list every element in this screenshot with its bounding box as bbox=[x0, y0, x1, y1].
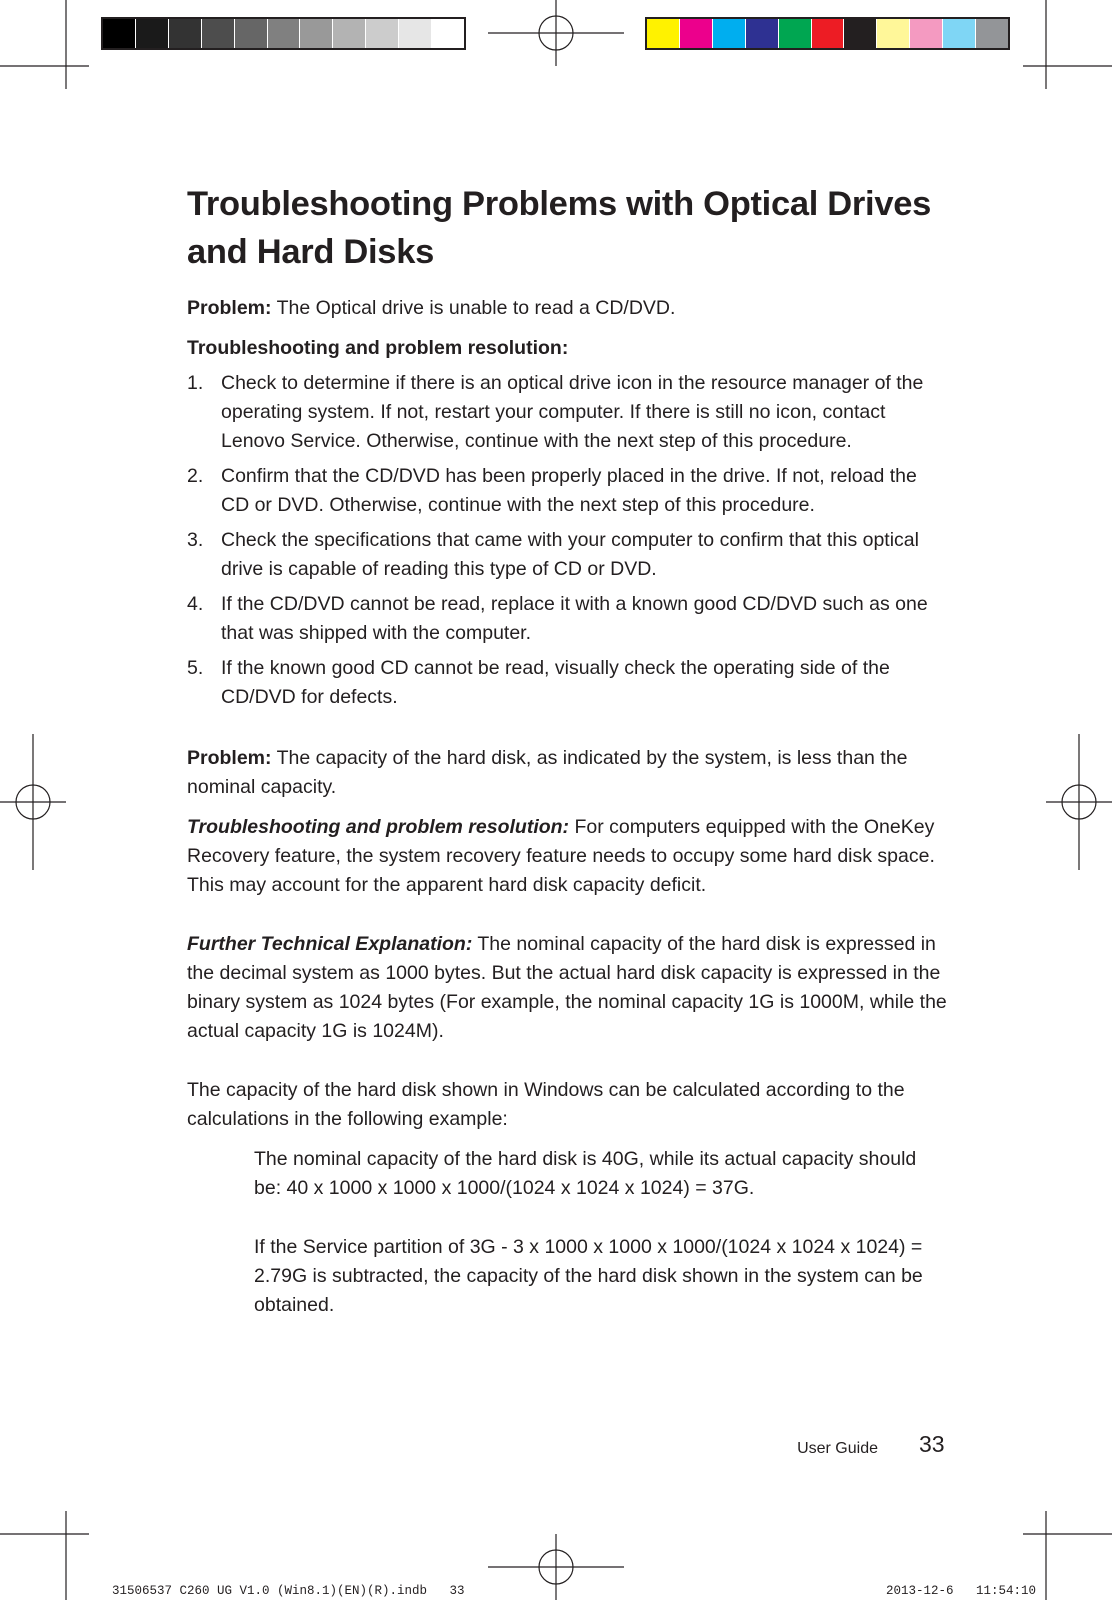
gray-swatch bbox=[399, 19, 432, 48]
calculation-example-1: The nominal capacity of the hard disk is 40G, while its actual capacity should be: 40 x 1000 x 1000 x 1000/(1024 x 1024 x 1024) = 37G. bbox=[254, 1148, 917, 1199]
crop-mark-top-left bbox=[0, 0, 90, 90]
color-swatch bbox=[844, 19, 877, 48]
resolution-2 bbox=[187, 813, 947, 900]
resolution-2-label: Troubleshooting and problem resolution: bbox=[187, 816, 570, 838]
list-item bbox=[187, 654, 947, 712]
list-item-number: 1. bbox=[187, 372, 204, 394]
problem-1 bbox=[187, 294, 947, 323]
further-explanation-text: The nominal capacity of the hard disk is expressed in the decimal system as 1000 bytes. But the actual hard disk capacity is expressed in the binary system as 1024 bytes (For example, the nominal capacity 1G is 1000M, while the actual capacity 1G is 1024M). bbox=[187, 933, 947, 1042]
crop-mark-bottom-left bbox=[0, 1510, 90, 1600]
page-title: Troubleshooting Problems with Optical Drives and Hard Disks bbox=[187, 185, 931, 271]
slug-timestamp: 2013-12-6 11:54:10 bbox=[886, 1584, 1037, 1598]
color-bar bbox=[645, 17, 1010, 50]
list-item bbox=[187, 590, 947, 648]
slug-file-info: 31506537 C260 UG V1.0 (Win8.1)(EN)(R).indb 33 bbox=[112, 1584, 465, 1598]
registration-mark-left bbox=[0, 734, 66, 870]
list-item-text: Confirm that the CD/DVD has been properly placed in the drive. If not, reload the CD or DVD. Otherwise, continue with the next step of this procedure. bbox=[221, 465, 917, 516]
gray-swatch bbox=[136, 19, 169, 48]
list-item bbox=[187, 369, 947, 456]
list-item-number: 3. bbox=[187, 529, 204, 551]
registration-mark-bottom bbox=[488, 1534, 624, 1600]
color-swatch bbox=[713, 19, 746, 48]
list-item-number: 5. bbox=[187, 657, 204, 679]
gray-swatch bbox=[268, 19, 301, 48]
list-item-text: If the CD/DVD cannot be read, replace it with a known good CD/DVD such as one that was shipped with the computer. bbox=[221, 593, 928, 644]
resolution-2-text: For computers equipped with the OneKey Recovery feature, the system recovery feature needs to occupy some hard disk space. This may account for the apparent hard disk capacity deficit. bbox=[187, 816, 935, 896]
crop-mark-top-right bbox=[1022, 0, 1112, 90]
grayscale-bar bbox=[101, 17, 466, 50]
color-swatch bbox=[943, 19, 976, 48]
gray-swatch bbox=[333, 19, 366, 48]
gray-swatch bbox=[300, 19, 333, 48]
color-swatch bbox=[680, 19, 713, 48]
resolution-heading: Troubleshooting and problem resolution: bbox=[187, 337, 569, 359]
list-item bbox=[187, 526, 947, 584]
further-explanation bbox=[187, 930, 947, 1046]
gray-swatch bbox=[235, 19, 268, 48]
footer-label: User Guide bbox=[797, 1440, 878, 1457]
color-swatch bbox=[877, 19, 910, 48]
resolution-steps bbox=[187, 369, 947, 712]
color-swatch bbox=[746, 19, 779, 48]
further-explanation-label: Further Technical Explanation: bbox=[187, 933, 473, 955]
problem-1-label: Problem: bbox=[187, 297, 272, 319]
gray-swatch bbox=[103, 19, 136, 48]
list-item-number: 4. bbox=[187, 593, 204, 615]
gray-swatch bbox=[432, 19, 464, 48]
gray-swatch bbox=[366, 19, 399, 48]
page-content bbox=[187, 180, 947, 1320]
gray-swatch bbox=[169, 19, 202, 48]
calculation-intro: The capacity of the hard disk shown in Windows can be calculated according to the calculations in the following example: bbox=[187, 1079, 905, 1130]
list-item bbox=[187, 462, 947, 520]
color-swatch bbox=[976, 19, 1008, 48]
color-swatch bbox=[812, 19, 845, 48]
list-item-text: Check the specifications that came with your computer to confirm that this optical drive is capable of reading this type of CD or DVD. bbox=[221, 529, 919, 580]
problem-2-text: The capacity of the hard disk, as indicated by the system, is less than the nominal capacity. bbox=[187, 747, 908, 798]
color-swatch bbox=[910, 19, 943, 48]
calculation-example-2: If the Service partition of 3G - 3 x 1000 x 1000 x 1000/(1024 x 1024 x 1024) = 2.79G is subtracted, the capacity of the hard disk shown in the system can be obtained. bbox=[254, 1236, 923, 1316]
problem-2-label: Problem: bbox=[187, 747, 272, 769]
color-swatch bbox=[779, 19, 812, 48]
list-item-text: If the known good CD cannot be read, visually check the operating side of the CD/DVD for defects. bbox=[221, 657, 890, 708]
page-number: 33 bbox=[919, 1431, 945, 1457]
problem-2 bbox=[187, 744, 947, 802]
color-swatch bbox=[647, 19, 680, 48]
list-item-number: 2. bbox=[187, 465, 204, 487]
registration-mark-top bbox=[488, 0, 624, 66]
registration-mark-right bbox=[1046, 734, 1112, 870]
gray-swatch bbox=[202, 19, 235, 48]
list-item-text: Check to determine if there is an optical drive icon in the resource manager of the operating system. If not, restart your computer. If there is still no icon, contact Lenovo Service. Otherwise, continue with the next step of this procedure. bbox=[221, 372, 924, 452]
problem-1-text: The Optical drive is unable to read a CD/DVD. bbox=[271, 297, 676, 319]
